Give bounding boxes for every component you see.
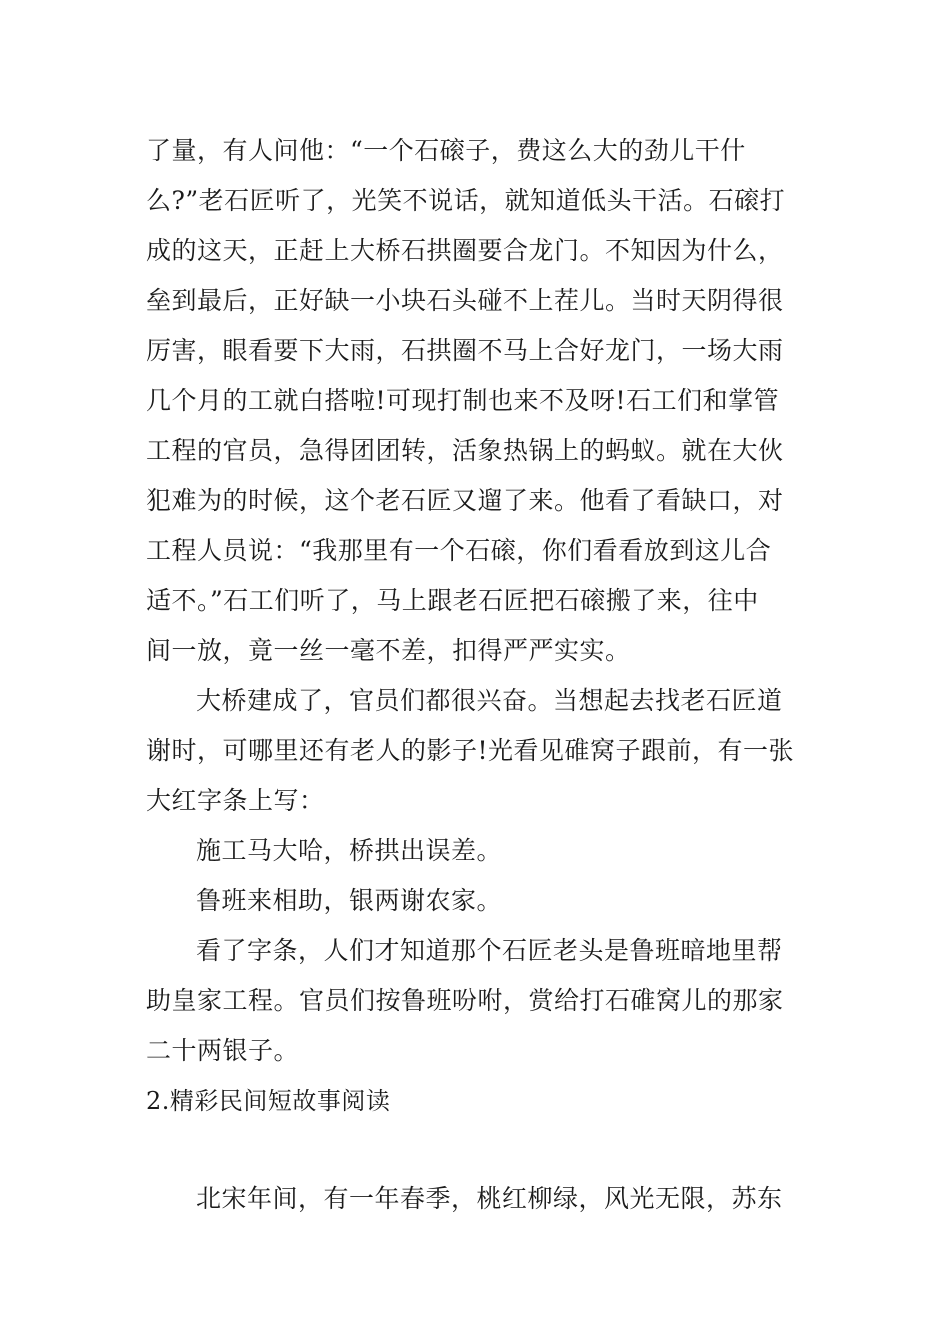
text-line: 大桥建成了，官员们都很兴奋。当想起去找老石匠道 [196, 686, 783, 715]
section-heading: 2.精彩民间短故事阅读 [146, 1087, 391, 1115]
text-line: 二十两银子。 [146, 1036, 300, 1065]
text-line: 适不。”石工们听了，马上跟老石匠把石磙搬了来，往中 [146, 586, 759, 615]
text-line: 北宋年间，有一年春季，桃红柳绿，风光无限，苏东 [196, 1184, 783, 1213]
paragraph-bridge-completed [146, 676, 806, 826]
poem [146, 826, 806, 926]
text-line: 犯难为的时候，这个老石匠又遛了来。他看了看缺口，对 [146, 486, 784, 515]
text-line: 成的这天，正赶上大桥石拱圈要合龙门。不知因为什么， [146, 236, 784, 265]
text-line: 看了字条，人们才知道那个石匠老头是鲁班暗地里帮 [196, 936, 783, 965]
text-line: 大红字条上写： [146, 786, 325, 815]
poem-line: 施工马大哈，桥拱出误差。 [196, 836, 503, 865]
text-line: 几个月的工就白搭啦!可现打制也来不及呀!石工们和掌管 [146, 386, 780, 415]
text-line: 垒到最后，正好缺一小块石头碰不上茬儿。当时天阴得很 [146, 286, 784, 315]
paragraph-stone-roller [146, 126, 806, 676]
text-line: 工程人员说：“我那里有一个石磙，你们看看放到这儿合 [146, 536, 772, 565]
text-line: 谢时，可哪里还有老人的影子!光看见碓窝子跟前，有一张 [146, 736, 795, 765]
poem-line: 鲁班来相助，银两谢农家。 [196, 886, 503, 915]
document-page [146, 126, 806, 1224]
text-line: 么?”老石匠听了，光笑不说话，就知道低头干活。石磙打 [146, 186, 786, 215]
text-line: 间一放，竟一丝一毫不差，扣得严严实实。 [146, 636, 631, 665]
text-line: 工程的官员，急得团团转，活象热锅上的蚂蚁。就在大伙 [146, 436, 784, 465]
paragraph-luban-revealed [146, 926, 806, 1076]
text-line: 助皇家工程。官员们按鲁班吩咐，赏给打石碓窝儿的那家 [146, 986, 784, 1015]
text-line: 厉害，眼看要下大雨，石拱圈不马上合好龙门，一场大雨 [146, 336, 784, 365]
blank-line [146, 1126, 806, 1174]
text-line: 了量，有人问他：“一个石磙子，费这么大的劲儿干什 [146, 136, 746, 165]
